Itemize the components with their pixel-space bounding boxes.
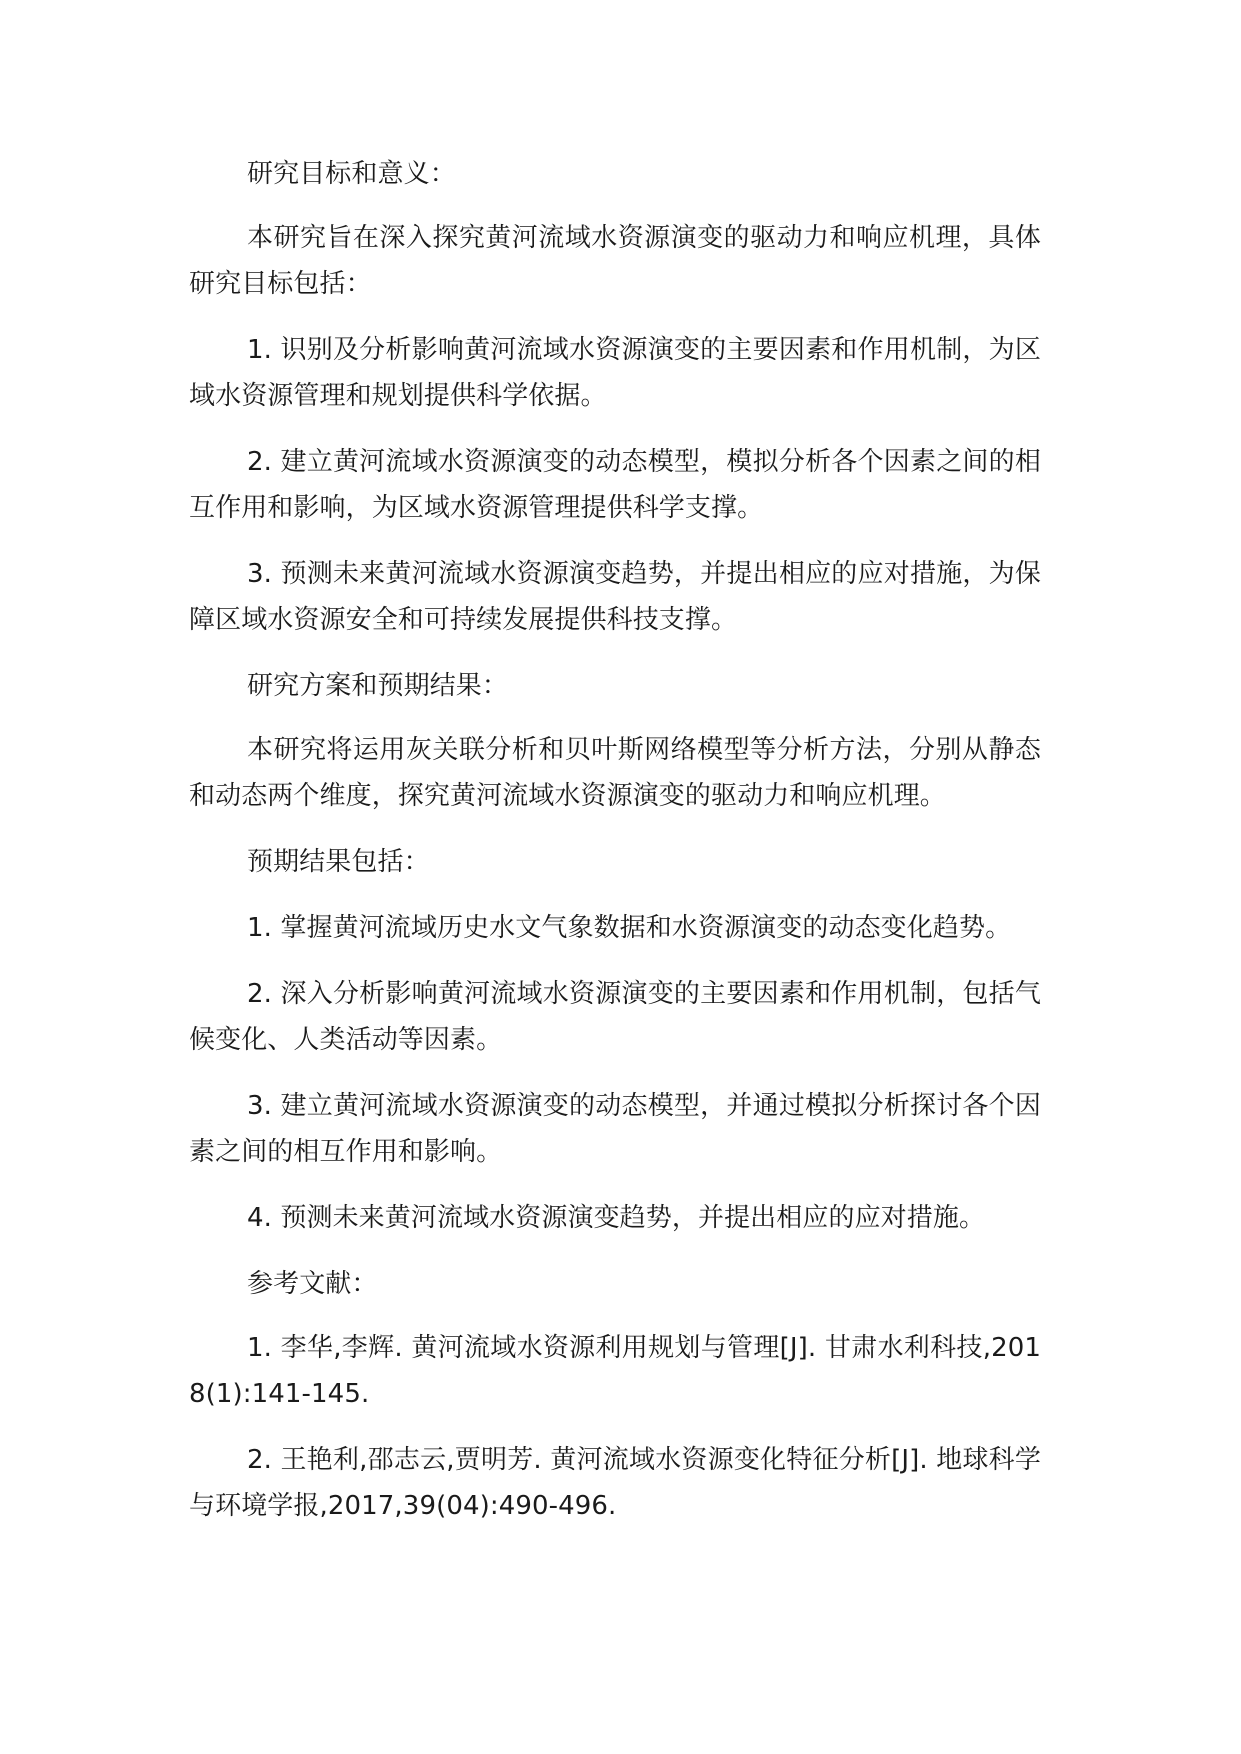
expected-result-item-1: 1. 掌握黄河流域历史水文气象数据和水资源演变的动态变化趋势。 (247, 913, 1012, 943)
goal-item-3: 3. 预测未来黄河流域水资源演变趋势，并提出相应的应对措施，为保障区域水资源安全和可持续发展提供科技支撑。 (189, 559, 1041, 635)
plan-description: 本研究将运用灰关联分析和贝叶斯网络模型等分析方法，分别从静态和动态两个维度，探究黄河流域水资源演变的驱动力和响应机理。 (189, 735, 1041, 811)
reference-item-1: 1. 李华,李辉. 黄河流域水资源利用规划与管理[J]. 甘肃水利科技,2018(1):141-145. (189, 1333, 1041, 1409)
expected-result-item-4: 4. 预测未来黄河流域水资源演变趋势，并提出相应的应对措施。 (247, 1203, 986, 1233)
expected-result-item-3: 3. 建立黄河流域水资源演变的动态模型，并通过模拟分析探讨各个因素之间的相互作用和影响。 (189, 1091, 1041, 1167)
section-heading-goals: 研究目标和意义： (247, 159, 456, 189)
goal-item-1: 1. 识别及分析影响黄河流域水资源演变的主要因素和作用机制，为区域水资源管理和规划提供科学依据。 (189, 335, 1041, 411)
goal-item-2: 2. 建立黄河流域水资源演变的动态模型，模拟分析各个因素之间的相互作用和影响，为区域水资源管理提供科学支撑。 (189, 447, 1041, 523)
goals-intro: 本研究旨在深入探究黄河流域水资源演变的驱动力和响应机理，具体研究目标包括： (189, 223, 1041, 299)
document-body (189, 151, 1041, 1549)
section-heading-plan: 研究方案和预期结果： (247, 671, 509, 701)
expected-result-item-2: 2. 深入分析影响黄河流域水资源演变的主要因素和作用机制，包括气候变化、人类活动等因素。 (189, 979, 1041, 1055)
section-heading-references: 参考文献： (247, 1269, 378, 1299)
expected-results-intro: 预期结果包括： (247, 847, 430, 877)
reference-item-2: 2. 王艳利,邵志云,贾明芳. 黄河流域水资源变化特征分析[J]. 地球科学与环境学报,2017,39(04):490-496. (189, 1445, 1041, 1521)
